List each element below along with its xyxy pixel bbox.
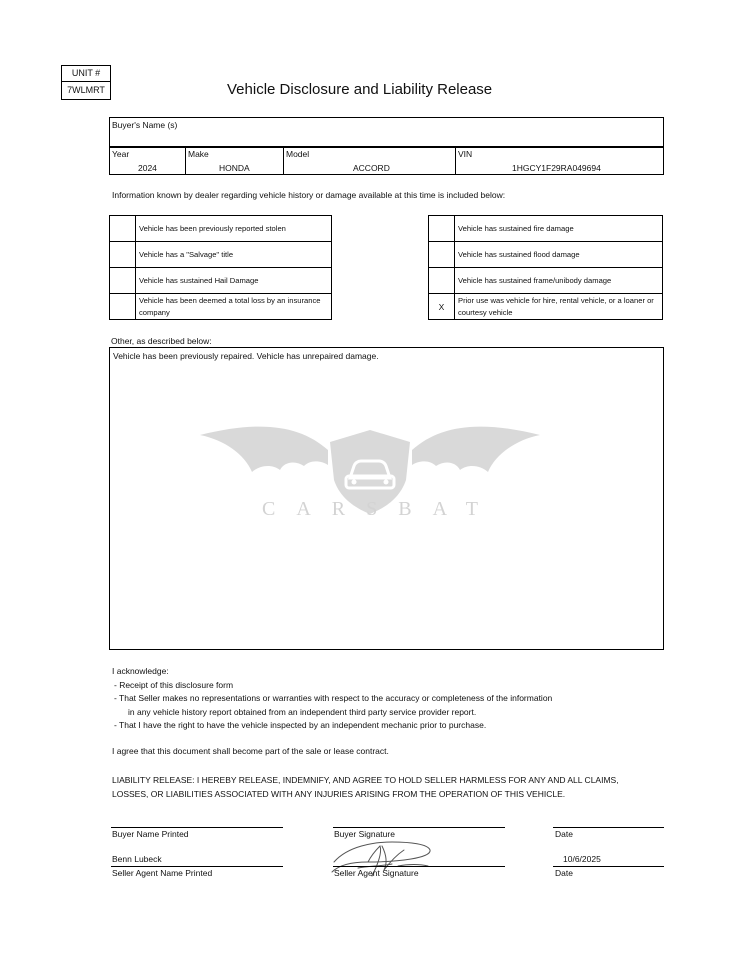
buyer-signature-label: Buyer Signature [334,829,395,839]
seller-name-value: Benn Lubeck [112,854,162,864]
other-label: Other, as described below: [111,336,212,346]
liability-release-text [112,773,672,801]
checkbox[interactable] [429,242,455,267]
checklist-item [110,268,331,294]
checkbox[interactable] [429,216,455,241]
dealer-info-text: Information known by dealer regarding vehicle history or damage available at this time is included below: [112,190,506,200]
seller-date-value: 10/6/2025 [563,854,601,864]
acknowledgement-heading: I acknowledge: [112,666,169,676]
checkbox[interactable] [110,216,136,241]
checkbox[interactable] [429,268,455,293]
vin-value: 1HGCY1F29RA049694 [512,163,601,173]
year-label: Year [112,149,130,159]
acknowledgement-item: - That Seller makes no representations or warranties with respect to the accuracy or completeness of the information [114,693,553,703]
other-description-text: Vehicle has been previously repaired. Vehicle has unrepaired damage. [113,351,379,361]
buyer-name-line[interactable] [111,827,283,828]
unit-value: 7WLMRT [62,81,110,99]
checklist-item-label: Vehicle has a "Salvage" title [139,249,234,259]
checkbox-checked[interactable]: X [429,294,455,319]
make-label: Make [188,149,209,159]
buyer-name-field[interactable] [109,117,664,147]
checklist-item [110,242,331,268]
checklist-item [429,268,662,294]
watermark-text: CARSBAT [261,498,500,520]
agreement-text: I agree that this document shall become part of the sale or lease contract. [112,746,389,756]
make-value: HONDA [219,163,250,173]
buyer-name-label: Buyer's Name (s) [112,120,178,130]
checklist-item-label: Vehicle has been previously reported stolen [139,223,286,233]
checklist-item-label: Vehicle has sustained fire damage [458,223,574,233]
vin-label: VIN [458,149,473,159]
unit-label: UNIT # [71,68,101,78]
checklist-item-label: Vehicle has been deemed a total loss by an insurance company [139,295,321,317]
buyer-date-line[interactable] [553,827,664,828]
checklist-item-label: Vehicle has sustained flood damage [458,249,580,259]
vin-cell [456,148,663,174]
checklist-item-label: Vehicle has sustained frame/unibody damage [458,275,612,285]
buyer-signature-line[interactable] [333,827,505,828]
carsbat-watermark [200,410,540,530]
history-checklist-right [428,215,663,320]
seller-name-printed-label: Seller Agent Name Printed [112,868,213,878]
year-value: 2024 [138,163,157,173]
buyer-name-printed-label: Buyer Name Printed [112,829,189,839]
checkbox[interactable] [110,294,136,319]
checkbox[interactable] [110,268,136,293]
history-checklist-left [109,215,332,320]
model-label: Model [286,149,310,159]
checkbox[interactable] [110,242,136,267]
acknowledgement-item-continued: in any vehicle history report obtained from an independent third party service provider report. [128,706,477,717]
acknowledgement-item: - That I have the right to have the vehicle inspected by an independent mechanic prior to purchase. [114,720,487,730]
seller-date-label: Date [555,868,573,878]
seller-date-line[interactable] [553,866,664,867]
vehicle-info-row [109,147,664,175]
year-cell [110,148,186,174]
checklist-item [429,294,662,319]
acknowledgement-item: - Receipt of this disclosure form [114,679,234,690]
model-cell [284,148,456,174]
checklist-item [110,216,331,242]
checklist-item-label: Vehicle has sustained Hail Damage [139,275,259,285]
liability-release-line: LIABILITY RELEASE: I HEREBY RELEASE, INDEMNIFY, AND AGREE TO HOLD SELLER HARMLESS FOR ANY AND ALL CLAIMS, [112,775,619,785]
seller-signature-label: Seller Agent Signature [334,868,419,878]
unit-box [61,65,111,100]
checklist-item [110,294,331,319]
liability-release-line: LOSSES, OR LIABILITIES ASSOCIATED WITH ANY INJURIES ARISING FROM THE OPERATION OF THIS VEHICLE. [112,789,566,799]
checklist-item [429,242,662,268]
acknowledgement-section [112,665,552,733]
make-cell [186,148,284,174]
checklist-item-label: Prior use was vehicle for hire, rental vehicle, or a loaner or courtesy vehicle [458,295,654,317]
checklist-item [429,216,662,242]
buyer-date-label: Date [555,829,573,839]
document-title: Vehicle Disclosure and Liability Release [227,81,493,98]
seller-signature-line[interactable] [333,866,505,867]
seller-name-line[interactable] [111,866,283,867]
model-value: ACCORD [353,163,390,173]
